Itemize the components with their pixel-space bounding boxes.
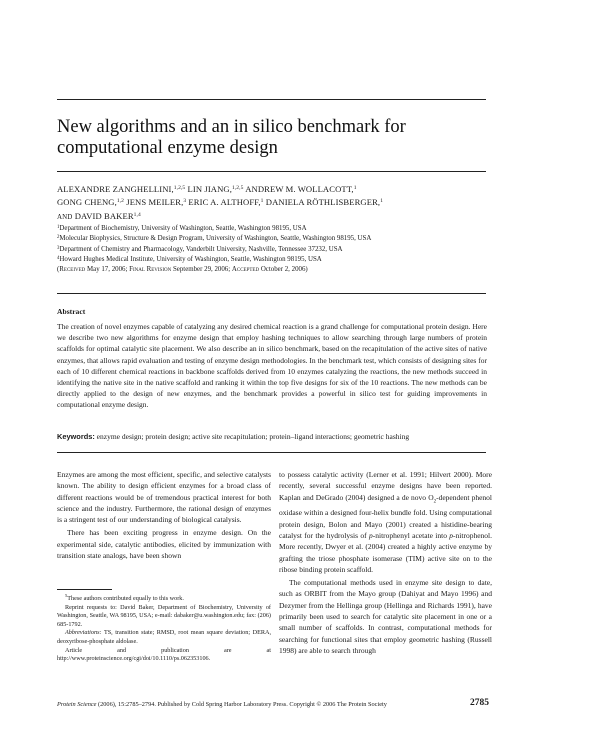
body-text: -nitrophenol. More recently, Dwyer et al. (2004) created a highly active enzyme by grafting the triose phosphate isomerase (TIM) active site on to the ribose binding protein scaffold. [279,530,492,574]
title-line-2: computational enzyme design [57,138,278,158]
author-name: LIN JIANG, [185,184,232,194]
author-name: ERIC A. ALTHOFF, [186,197,261,208]
affiliation-text: Howard Hughes Medical Institute, University of Washington, Seattle, Washington 98195, USA [59,255,322,263]
affiliation-number: 2 [57,235,60,241]
footnote-item: Reprint requests to: David Baker, Department of Biochemistry, University of Washington, Seattle, WA 98195, USA; e-mail: dabaker@u.washington.edu; fax: (206) 685-1792. [57,603,271,628]
author-list [57,182,497,223]
author-line-3 [57,209,497,223]
author-name: DANIELA RÖTHLISBERGER, [263,197,381,208]
affiliation-item [57,254,497,264]
journal-name: Protein Science [57,701,97,708]
affiliation-text: Department of Chemistry and Pharmacology, Vanderbilt University, Nashville, Tennessee 37232, USA [59,245,343,253]
author-name: DAVID BAKER [72,210,134,221]
revision-label: Final Revision [129,266,172,273]
body-italic: p [449,530,454,540]
title-line-1: New algorithms and an in silico benchmark for [57,117,406,137]
footnote-mark: 5 [65,593,68,598]
affiliation-item [57,223,497,233]
author-affiliation-sup: 3 [183,198,187,205]
body-text: to possess catalytic activity (Lerner et al. 1991; Hilvert 2000). More recently, several successful enzyme designs have been reported. Kaplan and DeGrado (2004) designed a de novo O [279,470,492,502]
abstract-heading: Abstract [57,307,86,316]
body-paragraph: Enzymes are among the most efficient, specific, and selective catalysts known. The ability to design efficient enzymes for a broad class of different reactions would be of tremendous practical interest for both science and the industry. Furthermore, the rational design of enzymes is a stringent test of our understanding of biological catalysis. [57,470,271,525]
affiliation-text: Molecular Biophysics, Structure & Design Program, University of Washington, Seattle, Washington 98195, USA [59,235,372,243]
author-affiliation-sup: 1 [353,185,357,191]
abstract-bottom-rule [57,452,486,453]
abstract-text: The creation of novel enzymes capable of catalyzing any desired chemical reaction is a grand challenge for computational protein design. Here we describe two new algorithms for enzyme design that employ hashing techniques to allow searching through large numbers of protein scaffolds for optimal catalytic site placement. We also describe an in silico benchmark, based on the recapitulation of the active sites of native enzymes, that allows rapid evaluation and testing of enzyme design methodologies. In the benchmark test, which consists of designing sites for each of 10 different chemical reactions in backbone scaffolds derived from 10 enzymes catalyzing the reactions, the new methods succeed in identifying the native site in the native scaffold and ranking it within the top five designs for six of the 10 reactions. The new methods can be directly applied to the design of new enzymes, and the benchmark provides a powerful in silico test for guiding improvements in computational enzyme design. [57,322,487,410]
title-rule [57,171,486,172]
footnote-label: Abbreviations: [65,629,102,637]
submission-dates [57,265,497,274]
keywords-label: Keywords: [57,432,95,441]
page-footer [57,700,487,709]
body-column-left [57,469,271,561]
footnote-text: TS, transition state; RMSD, root mean square deviation; DERA, deoxyribose-phosphate aldolase. [57,629,271,646]
author-name: JENS MEILER, [124,197,184,208]
author-affiliation-sup: 1,2 [116,198,125,205]
revision-date: September 29, 2006; [171,266,232,273]
body-italic: p [368,530,373,540]
top-rule [57,99,486,100]
abstract-rule [57,293,486,294]
keywords [57,431,487,442]
footnote-rule [57,589,112,590]
author-affiliation-sup: 1,4 [133,211,141,218]
body-text: -nitrophenyl acetate into [372,530,450,540]
received-label: (Received [57,266,86,273]
page-number: 2785 [470,698,489,708]
article-title [57,117,487,159]
author-affiliation-sup: 1 [380,198,384,205]
footnote-item: Article and publication are at http://www.proteinscience.org/cgi/doi/10.1110/ps.062353106. [57,646,271,663]
author-affiliation-sup: 1 [260,198,264,205]
footnotes [57,592,271,664]
accepted-label: Accepted [231,266,260,273]
received-date: May 17, 2006; [85,266,130,273]
footnote-item [57,629,271,646]
affiliation-item [57,244,497,254]
author-affiliation-sup: 1,2,5 [231,185,244,191]
author-line-1 [57,182,497,195]
footnote-item [57,592,271,604]
body-text: -dependent phenol oxidase within a designed four-helix bundle fold. Using computational protein design, Bolon and Mayo (2001) created a histidine-bearing catalyst for the hydrolysis of [279,492,492,540]
body-paragraph: The computational methods used in enzyme site design to date, such as ORBIT from the Mayo group (Dahiyat and Mayo 1996) and Dezymer from the Hellinga group (Hellinga and Richards 1991), have primarily been used to search for catalytic site placement in one or a small number of scaffolds. In contrast, computational methods for searching for functional sites that employ geometric hashing (Russell 1998) are able to search through [279,578,492,655]
body-column-right [279,469,492,656]
citation-text: (2006), 15:2785–2794. Published by Cold Spring Harbor Laboratory Press. Copyright © 2006 The Protein Society [96,701,387,708]
body-subscript: 2 [433,499,437,505]
body-paragraph [279,469,492,575]
author-name: ANDREW M. WOLLACOTT, [243,184,354,194]
body-paragraph: There has been exciting progress in enzyme design. On the experimental side, catalytic antibodies, elicited by immunization with transition state analogs, have been shown [57,528,271,561]
author-affiliation-sup: 1,2,5 [173,185,186,191]
affiliation-number: 4 [57,255,60,261]
author-conjunction: AND [57,212,73,221]
affiliation-list [57,223,497,264]
accepted-date: October 2, 2006) [259,266,308,273]
affiliation-number: 3 [57,245,60,251]
author-name: ALEXANDRE ZANGHELLINI, [57,184,174,194]
author-line-2 [57,195,497,208]
keywords-text: enzyme design; protein design; active site recapitulation; protein–ligand interactions; geometric hashing [94,432,410,441]
author-name: GONG CHENG, [57,197,117,208]
affiliation-item [57,233,497,243]
affiliation-text: Department of Biochemistry, University of Washington, Seattle, Washington 98195, USA [59,225,307,232]
footnote-text: These authors contributed equally to this work. [67,595,184,603]
affiliation-number: 1 [57,225,60,230]
